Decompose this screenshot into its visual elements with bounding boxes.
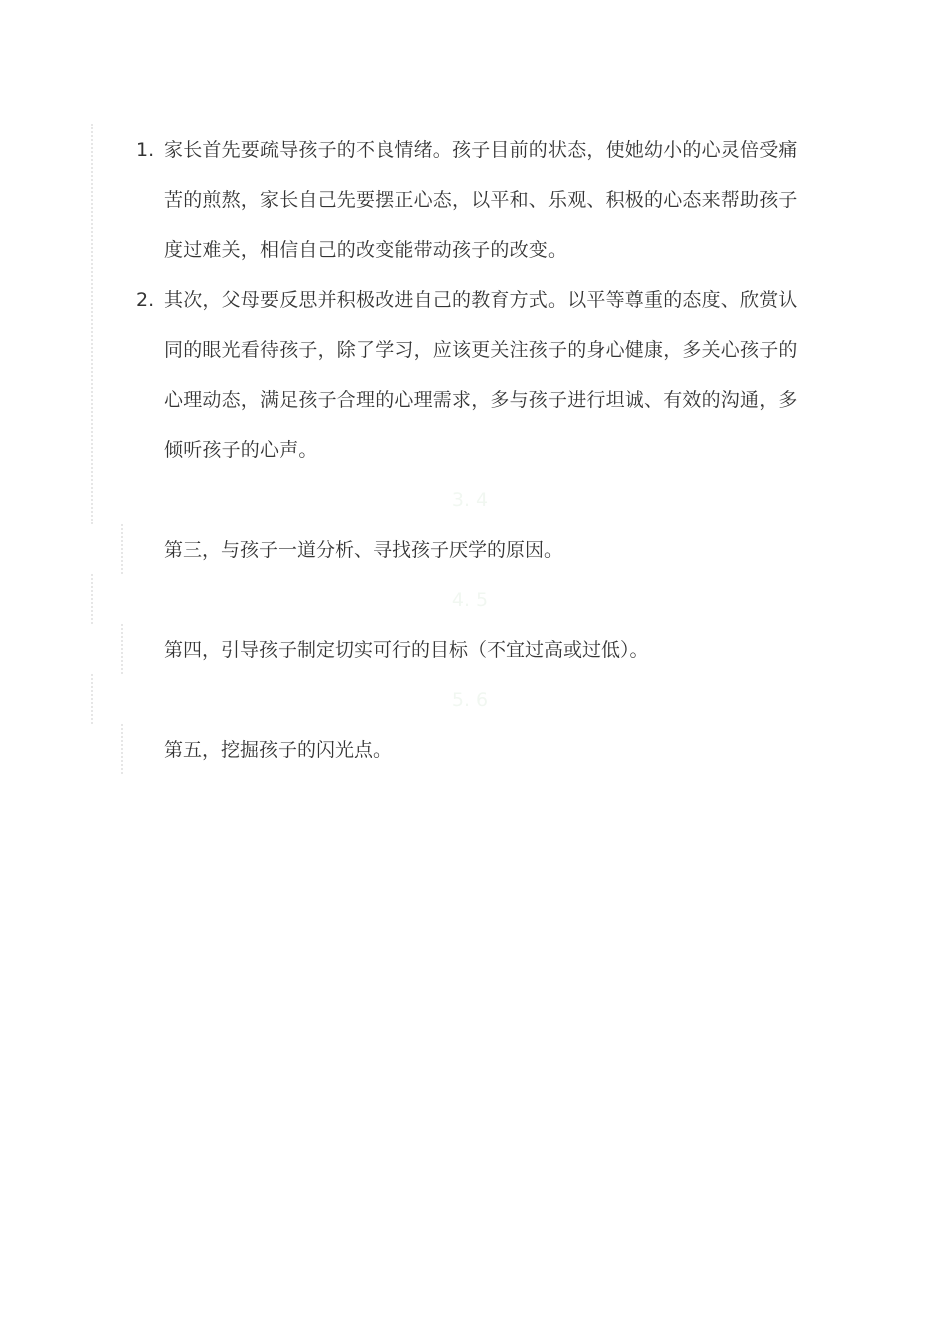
paragraph-third: 第三，与孩子一道分析、寻找孩子厌学的原因。 bbox=[164, 539, 564, 561]
quote-guide-line bbox=[91, 574, 93, 624]
quote-guide-line bbox=[121, 724, 123, 774]
quote-guide-line bbox=[91, 674, 93, 724]
faint-section-number: 4. 5 bbox=[451, 589, 489, 611]
list-item-number: 2. bbox=[136, 289, 155, 311]
quote-guide-line bbox=[121, 624, 123, 674]
list-item-number: 1. bbox=[136, 139, 155, 161]
list-item bbox=[136, 275, 816, 475]
faint-section-number: 5. 6 bbox=[451, 689, 489, 711]
list-item bbox=[136, 125, 816, 275]
faint-section-number: 3. 4 bbox=[451, 489, 489, 511]
list-item-text: 家长首先要疏导孩子的不良情绪。孩子目前的状态，使她幼小的心灵倍受痛苦的煎熬，家长自己先要摆正心态，以平和、乐观、积极的心态来帮助孩子度过难关，相信自己的改变能带动孩子的改变。 bbox=[164, 139, 798, 261]
paragraph-fifth: 第五，挖掘孩子的闪光点。 bbox=[164, 739, 393, 761]
paragraph-fourth: 第四，引导孩子制定切实可行的目标（不宜过高或过低）。 bbox=[164, 639, 649, 661]
list-item-text: 其次，父母要反思并积极改进自己的教育方式。以平等尊重的态度、欣赏认同的眼光看待孩子，除了学习，应该更关注孩子的身心健康，多关心孩子的心理动态，满足孩子合理的心理需求，多与孩子进行坦诚、有效的沟通，多倾听孩子的心声。 bbox=[164, 289, 798, 461]
quote-guide-line bbox=[121, 524, 123, 574]
quote-guide-line bbox=[91, 124, 93, 524]
